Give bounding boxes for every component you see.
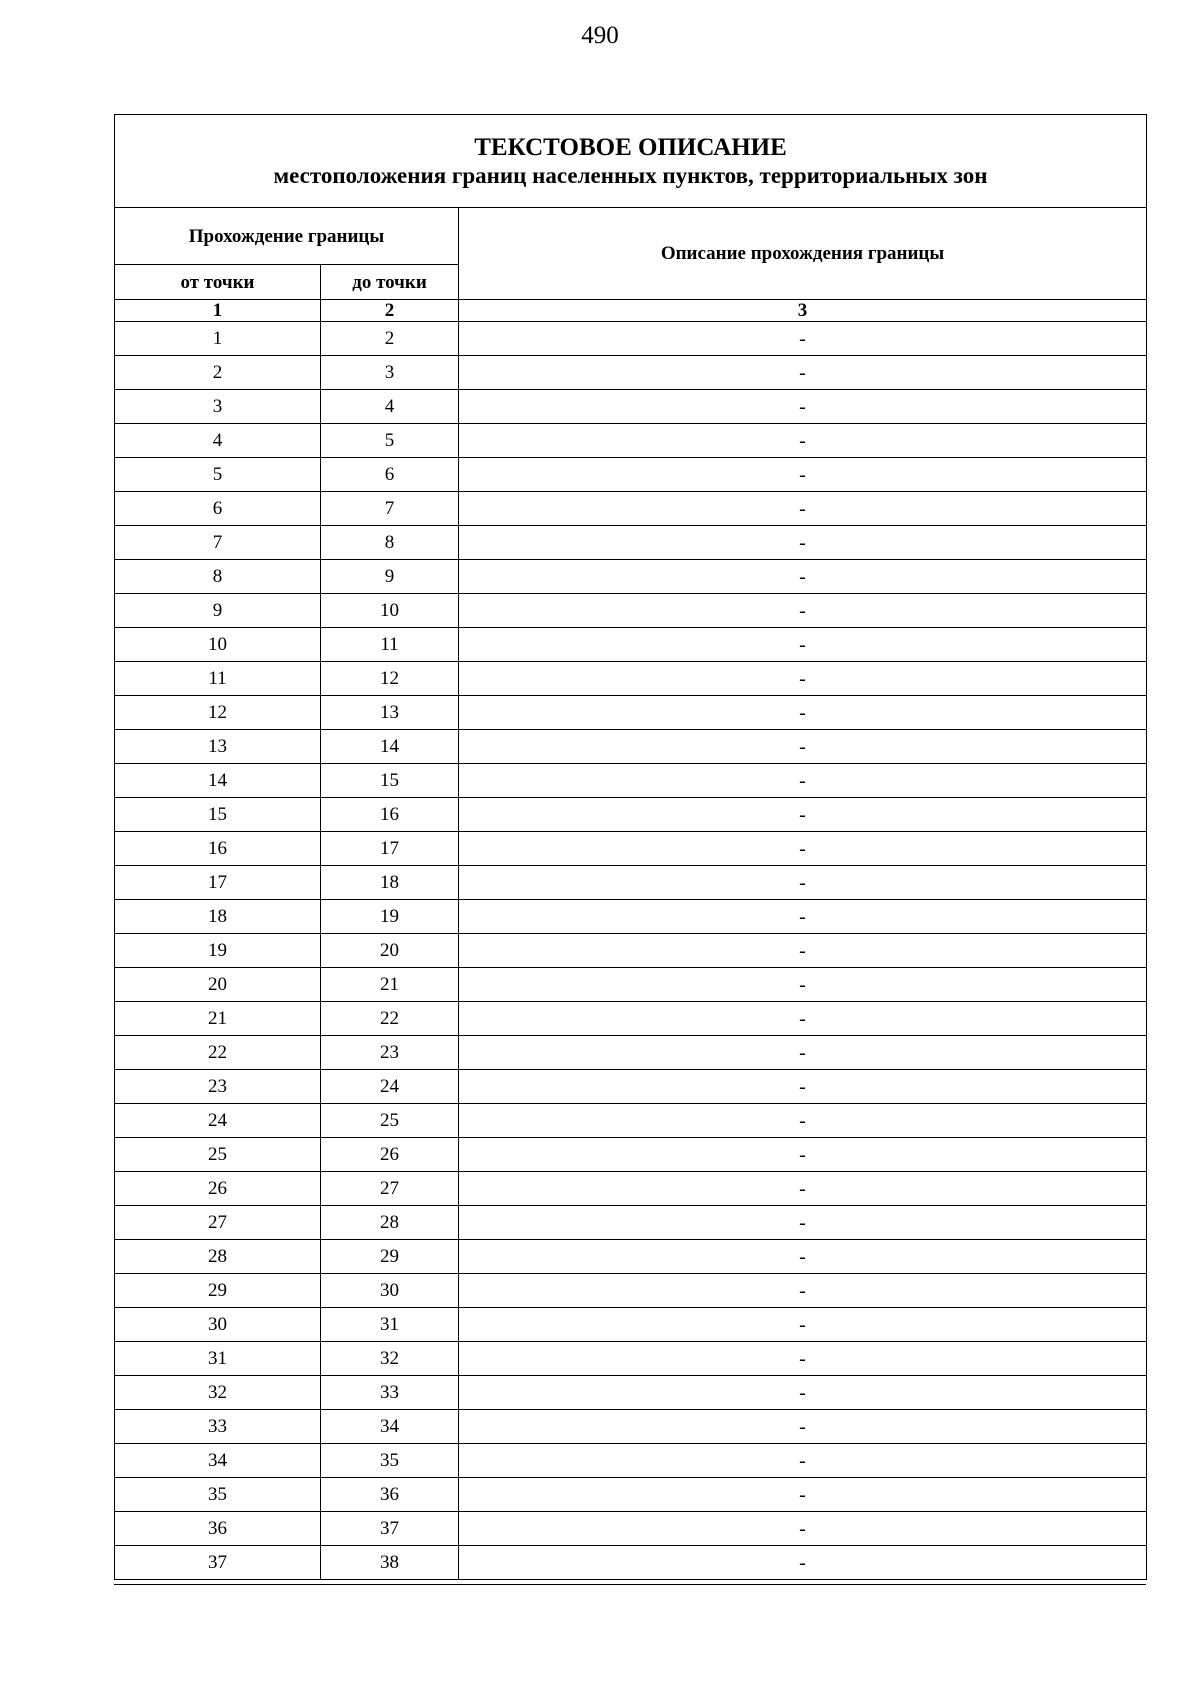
description-cell: - (459, 1274, 1147, 1308)
description-cell: - (459, 798, 1147, 832)
to-point-cell: 12 (321, 662, 459, 696)
table-row (115, 1070, 1147, 1104)
table-row (115, 1240, 1147, 1274)
from-point-cell: 28 (115, 1240, 321, 1274)
table-row (115, 1138, 1147, 1172)
to-point-cell: 22 (321, 1002, 459, 1036)
to-point-cell: 21 (321, 968, 459, 1002)
from-point-cell: 25 (115, 1138, 321, 1172)
to-point-cell: 13 (321, 696, 459, 730)
table-row (115, 832, 1147, 866)
table-row (115, 628, 1147, 662)
description-cell: - (459, 492, 1147, 526)
from-point-cell: 35 (115, 1478, 321, 1512)
description-cell: - (459, 424, 1147, 458)
from-point-cell: 8 (115, 560, 321, 594)
header-to-point: до точки (321, 265, 459, 300)
from-point-cell: 15 (115, 798, 321, 832)
to-point-cell: 27 (321, 1172, 459, 1206)
table-row (115, 1104, 1147, 1138)
table-row (115, 390, 1147, 424)
to-point-cell: 35 (321, 1444, 459, 1478)
from-point-cell: 2 (115, 356, 321, 390)
to-point-cell: 2 (321, 322, 459, 356)
page-number: 490 (581, 22, 619, 49)
table-row (115, 1342, 1147, 1376)
table-row (115, 526, 1147, 560)
from-point-cell: 36 (115, 1512, 321, 1546)
description-cell: - (459, 1478, 1147, 1512)
description-cell: - (459, 934, 1147, 968)
from-point-cell: 21 (115, 1002, 321, 1036)
description-cell: - (459, 1240, 1147, 1274)
description-cell: - (459, 866, 1147, 900)
from-point-cell: 9 (115, 594, 321, 628)
header-from-point: от точки (115, 265, 321, 300)
description-cell: - (459, 1512, 1147, 1546)
to-point-cell: 31 (321, 1308, 459, 1342)
title-row (115, 115, 1147, 208)
table-row (115, 356, 1147, 390)
table-row (115, 1274, 1147, 1308)
table-bottom-rule (114, 1584, 1146, 1585)
description-cell: - (459, 390, 1147, 424)
to-point-cell: 36 (321, 1478, 459, 1512)
from-point-cell: 29 (115, 1274, 321, 1308)
to-point-cell: 23 (321, 1036, 459, 1070)
to-point-cell: 25 (321, 1104, 459, 1138)
description-cell: - (459, 1444, 1147, 1478)
table-row (115, 730, 1147, 764)
from-point-cell: 3 (115, 390, 321, 424)
boundary-description-table (114, 114, 1147, 1580)
from-point-cell: 22 (115, 1036, 321, 1070)
from-point-cell: 19 (115, 934, 321, 968)
to-point-cell: 7 (321, 492, 459, 526)
to-point-cell: 33 (321, 1376, 459, 1410)
to-point-cell: 5 (321, 424, 459, 458)
column-number-3: 3 (459, 300, 1147, 322)
table-row (115, 1002, 1147, 1036)
from-point-cell: 27 (115, 1206, 321, 1240)
description-cell: - (459, 696, 1147, 730)
description-cell: - (459, 594, 1147, 628)
to-point-cell: 29 (321, 1240, 459, 1274)
column-number-2: 2 (321, 300, 459, 322)
from-point-cell: 16 (115, 832, 321, 866)
to-point-cell: 17 (321, 832, 459, 866)
from-point-cell: 17 (115, 866, 321, 900)
table-row (115, 1478, 1147, 1512)
description-cell: - (459, 1070, 1147, 1104)
title-cell (115, 115, 1147, 208)
from-point-cell: 12 (115, 696, 321, 730)
to-point-cell: 19 (321, 900, 459, 934)
table-row (115, 1308, 1147, 1342)
table-row (115, 1546, 1147, 1580)
from-point-cell: 37 (115, 1546, 321, 1580)
to-point-cell: 20 (321, 934, 459, 968)
to-point-cell: 30 (321, 1274, 459, 1308)
table-row (115, 1206, 1147, 1240)
description-cell: - (459, 1308, 1147, 1342)
from-point-cell: 5 (115, 458, 321, 492)
description-cell: - (459, 1138, 1147, 1172)
to-point-cell: 9 (321, 560, 459, 594)
from-point-cell: 10 (115, 628, 321, 662)
table-row (115, 968, 1147, 1002)
description-cell: - (459, 1206, 1147, 1240)
to-point-cell: 24 (321, 1070, 459, 1104)
to-point-cell: 8 (321, 526, 459, 560)
from-point-cell: 7 (115, 526, 321, 560)
header-description: Описание прохождения границы (459, 208, 1147, 300)
from-point-cell: 24 (115, 1104, 321, 1138)
to-point-cell: 26 (321, 1138, 459, 1172)
from-point-cell: 13 (115, 730, 321, 764)
document-title: ТЕКСТОВОЕ ОПИСАНИЕ (474, 134, 787, 161)
from-point-cell: 34 (115, 1444, 321, 1478)
table-row (115, 560, 1147, 594)
from-point-cell: 32 (115, 1376, 321, 1410)
to-point-cell: 16 (321, 798, 459, 832)
header-passage: Прохождение границы (115, 208, 459, 265)
to-point-cell: 38 (321, 1546, 459, 1580)
from-point-cell: 26 (115, 1172, 321, 1206)
table-row (115, 322, 1147, 356)
table-row (115, 424, 1147, 458)
to-point-cell: 28 (321, 1206, 459, 1240)
to-point-cell: 6 (321, 458, 459, 492)
table-row (115, 458, 1147, 492)
description-cell: - (459, 662, 1147, 696)
to-point-cell: 3 (321, 356, 459, 390)
table-row (115, 900, 1147, 934)
to-point-cell: 4 (321, 390, 459, 424)
from-point-cell: 14 (115, 764, 321, 798)
document-subtitle: местоположения границ населенных пунктов, территориальных зон (273, 163, 988, 188)
to-point-cell: 18 (321, 866, 459, 900)
description-cell: - (459, 526, 1147, 560)
from-point-cell: 4 (115, 424, 321, 458)
description-cell: - (459, 356, 1147, 390)
description-cell: - (459, 1172, 1147, 1206)
table-row (115, 1376, 1147, 1410)
from-point-cell: 1 (115, 322, 321, 356)
from-point-cell: 30 (115, 1308, 321, 1342)
description-cell: - (459, 1036, 1147, 1070)
description-cell: - (459, 900, 1147, 934)
table-row (115, 1410, 1147, 1444)
to-point-cell: 32 (321, 1342, 459, 1376)
from-point-cell: 6 (115, 492, 321, 526)
description-cell: - (459, 1104, 1147, 1138)
description-cell: - (459, 322, 1147, 356)
to-point-cell: 15 (321, 764, 459, 798)
table-row (115, 798, 1147, 832)
table-row (115, 764, 1147, 798)
to-point-cell: 14 (321, 730, 459, 764)
description-cell: - (459, 1546, 1147, 1580)
from-point-cell: 23 (115, 1070, 321, 1104)
table-row (115, 934, 1147, 968)
table-row (115, 594, 1147, 628)
description-cell: - (459, 832, 1147, 866)
description-cell: - (459, 1002, 1147, 1036)
description-cell: - (459, 1410, 1147, 1444)
table-row (115, 1512, 1147, 1546)
table-row (115, 866, 1147, 900)
description-cell: - (459, 968, 1147, 1002)
to-point-cell: 10 (321, 594, 459, 628)
description-cell: - (459, 628, 1147, 662)
from-point-cell: 11 (115, 662, 321, 696)
to-point-cell: 34 (321, 1410, 459, 1444)
description-cell: - (459, 458, 1147, 492)
description-cell: - (459, 1342, 1147, 1376)
from-point-cell: 18 (115, 900, 321, 934)
table-row (115, 492, 1147, 526)
from-point-cell: 33 (115, 1410, 321, 1444)
table-row (115, 1444, 1147, 1478)
to-point-cell: 37 (321, 1512, 459, 1546)
column-number-1: 1 (115, 300, 321, 322)
column-number-row (115, 300, 1147, 322)
table-row (115, 662, 1147, 696)
to-point-cell: 11 (321, 628, 459, 662)
description-cell: - (459, 1376, 1147, 1410)
description-cell: - (459, 764, 1147, 798)
table-row (115, 1036, 1147, 1070)
header-row-1 (115, 208, 1147, 265)
from-point-cell: 20 (115, 968, 321, 1002)
description-cell: - (459, 560, 1147, 594)
description-cell: - (459, 730, 1147, 764)
from-point-cell: 31 (115, 1342, 321, 1376)
table-row (115, 1172, 1147, 1206)
table-row (115, 696, 1147, 730)
